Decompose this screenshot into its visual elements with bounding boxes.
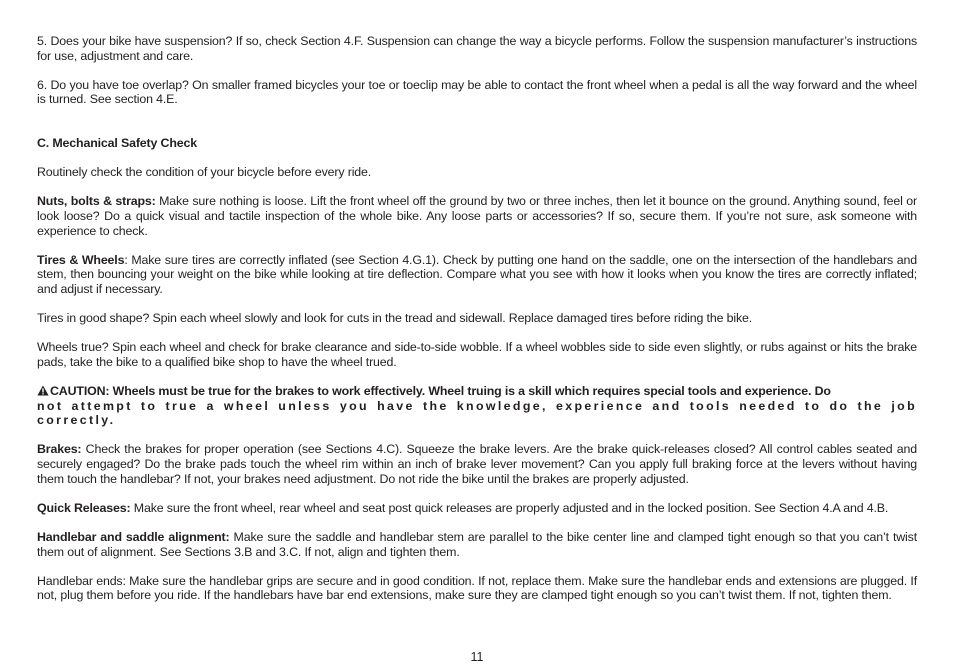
nuts-bolts-label: Nuts, bolts & straps: bbox=[37, 194, 156, 209]
page-number: 11 bbox=[470, 650, 484, 664]
handlebar-alignment-label: Handlebar and saddle alignment: bbox=[37, 530, 230, 544]
page-content bbox=[37, 34, 917, 618]
brakes-label: Brakes: bbox=[37, 442, 82, 457]
paragraph-tires-wheels bbox=[37, 253, 917, 297]
paragraph-wheels-true: Wheels true? Spin each wheel and check for brake clearance and side-to-side wobble. If a wheel wobbles side to side even slightly, or rubs against or hits the brake pads, take the bike to a qualified bike shop to have the wheel trued. bbox=[37, 340, 917, 369]
caution-notice bbox=[37, 384, 917, 428]
paragraph-nuts-bolts bbox=[37, 194, 917, 238]
nuts-bolts-text: Make sure nothing is loose. Lift the front wheel off the ground by two or three inches, then let it bounce on the ground. Anything sound, feel or look loose? Do a quick visual and tactile inspection of the whole bike. Any loose parts or accessories? If so, secure them. If you’re not sure, ask someone with experience to check. bbox=[37, 194, 917, 238]
caution-line-2: not attempt to true a wheel unless you have the knowledge, experience and tools needed to do the job correctly. bbox=[37, 398, 917, 428]
paragraph-toe-overlap: 6. Do you have toe overlap? On smaller framed bicycles your toe or toeclip may be able to contact the front wheel when a pedal is all the way forward and the wheel is turned. See section 4.E. bbox=[37, 77, 917, 107]
paragraph-suspension: 5. Does your bike have suspension? If so, check Section 4.F. Suspension can change the way a bicycle performs. Follow the suspension manufacturer’s instructions for use, adjustment and care. bbox=[37, 34, 917, 63]
paragraph-brakes bbox=[37, 442, 917, 486]
tires-wheels-label: Tires & Wheels bbox=[37, 252, 125, 267]
caution-line-1: CAUTION: Wheels must be true for the brakes to work effectively. Wheel truing is a skill which requires special tools and experience. Do bbox=[50, 384, 831, 399]
paragraph-handlebar-alignment bbox=[37, 530, 917, 559]
handlebar-alignment-text: Make sure the saddle and handlebar stem are parallel to the bike center line and clamped tight enough so that you can’t twist them out of alignment. See Sections 3.B and 3.C. If not, align and tighten them. bbox=[37, 530, 917, 559]
quick-releases-text: Make sure the front wheel, rear wheel and seat post quick releases are properly adjusted and in the locked position. See Section 4.A and 4.B. bbox=[130, 500, 889, 515]
brakes-text: Check the brakes for proper operation (see Sections 4.C). Squeeze the brake levers. Are the brake quick-releases closed? All control cables seated and securely engaged? Do the brake pads touch the wheel rim within an inch of brake lever movement? Can you apply full braking force at the levers without having them touch the handlebar? If not, your brakes need adjustment. Do not ride the bike until the brakes are properly adjusted. bbox=[37, 442, 917, 486]
warning-triangle-icon bbox=[37, 385, 49, 396]
quick-releases-label: Quick Releases: bbox=[37, 500, 131, 515]
paragraph-intro: Routinely check the condition of your bicycle before every ride. bbox=[37, 165, 372, 180]
tires-wheels-text: : Make sure tires are correctly inflated (see Section 4.G.1). Check by putting one hand on the saddle, one on the intersection of the handlebars and stem, then bouncing your weight on the bike while looking at tire deflection. Compare what you see with how it looks when you know the tires are correctly inflated; and adjust if necessary. bbox=[37, 252, 917, 296]
paragraph-quick-releases bbox=[37, 501, 917, 516]
paragraph-tires-shape: Tires in good shape? Spin each wheel slowly and look for cuts in the tread and sidewall. Replace damaged tires before riding the bike. bbox=[37, 311, 753, 326]
section-heading: C. Mechanical Safety Check bbox=[37, 135, 197, 150]
paragraph-handlebar-ends: Handlebar ends: Make sure the handlebar grips are secure and in good condition. If not, replace them. Make sure the handlebar ends and extensions are plugged. If not, plug them before you ride. If the handlebars have bar end extensions, make sure they are clamped tight enough so you can’t twist them. If not, tighten them. bbox=[37, 573, 917, 603]
